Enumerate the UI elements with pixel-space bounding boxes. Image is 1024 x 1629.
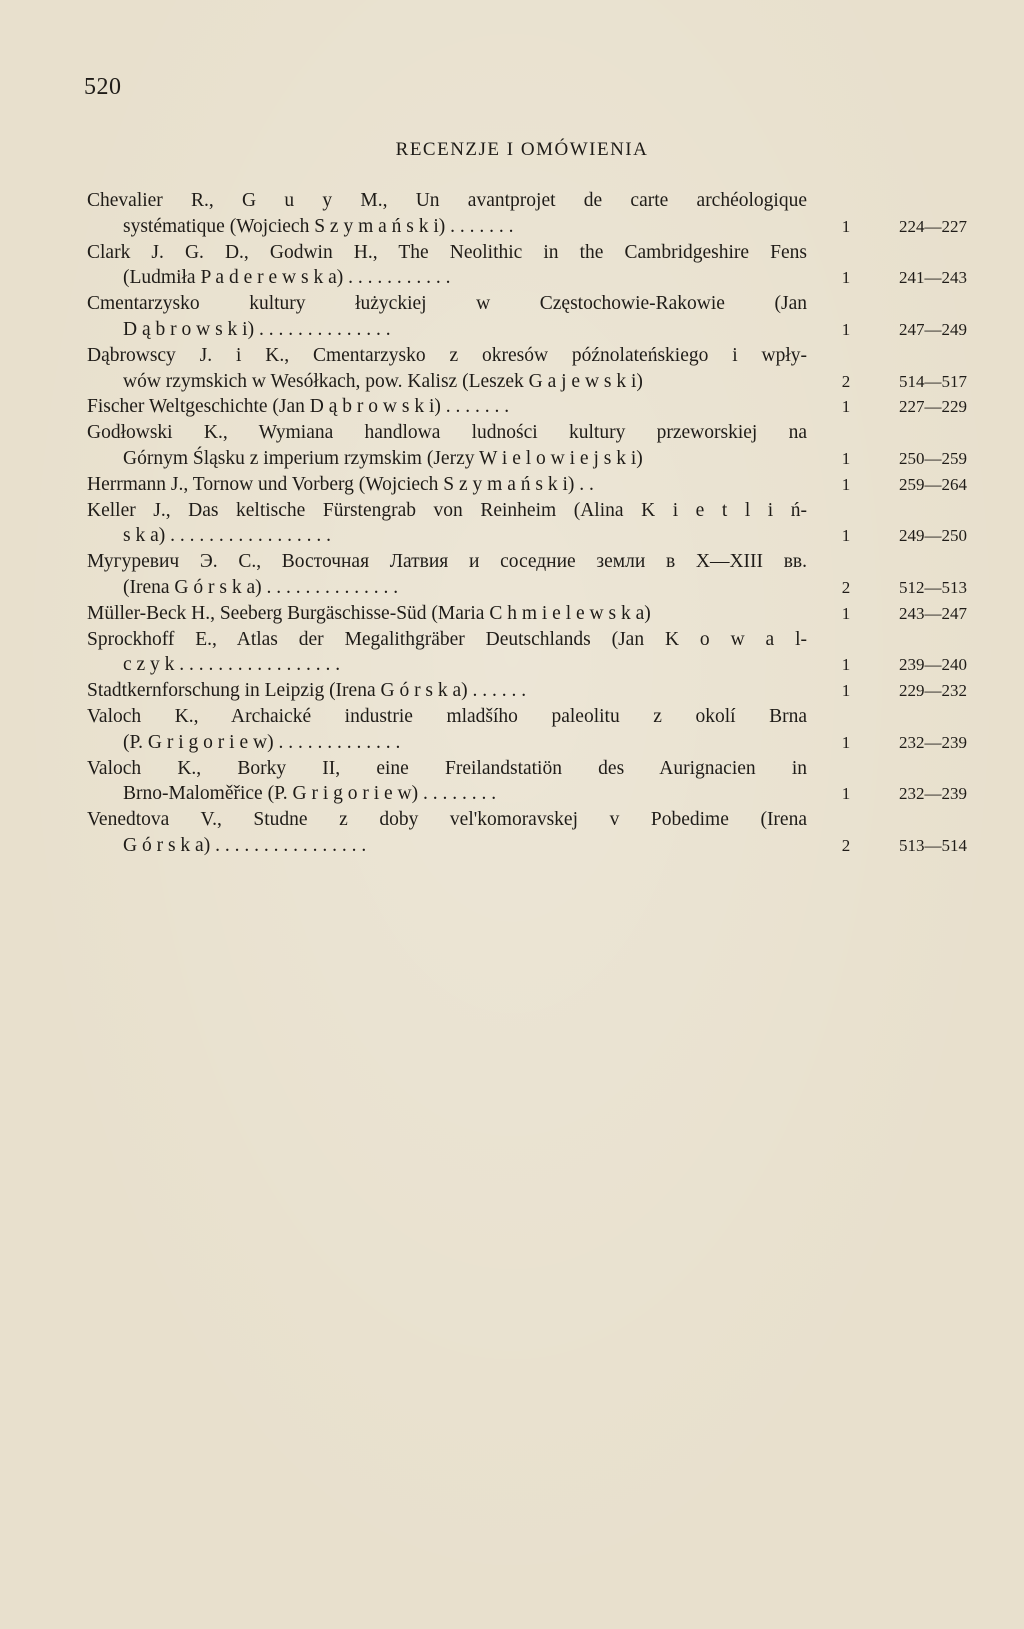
running-head: RECENZJE I OMÓWIENIA [395,139,649,160]
volume-number: 1 [841,732,851,752]
volume-number: 1 [841,319,851,339]
entry-text: Sprockhoff E., Atlas der Megalithgräber Deutschlands (Jan K o w a l- [87,628,807,650]
volume-number: 1 [841,216,851,236]
volume-number: 1 [841,681,851,701]
entry-text: c z y k . . . . . . . . . . . . . . . . . [123,654,341,676]
page-range: 250—259 [899,448,967,468]
page-range: 241—243 [899,268,967,288]
index-line [87,214,967,240]
volume-number: 1 [841,603,851,623]
page-range: 514—517 [899,371,967,391]
entry-text: Herrmann J., Tornow und Vorberg (Wojciech S z y m a ń s k i) . . [87,473,594,495]
entry-text: wów rzymskich w Wesółkach, pow. Kalisz (Leszek G a j e w s k i) [123,370,643,392]
entry-text: Valoch K., Archaické industrie mladšího paleolitu z okolí Brna [87,705,807,727]
index-line [87,472,967,498]
entry-text: Keller J., Das keltische Fürstengrab von Reinheim (Alina K i e t l i ń- [87,499,807,521]
entry-text: Dąbrowscy J. i K., Cmentarzysko z okresów późnolateńskiego i wpły- [87,344,807,366]
entry-text: (P. G r i g o r i e w) . . . . . . . . . . . . . [123,731,401,753]
entry-text: Górnym Śląsku z imperium rzymskim (Jerzy W i e l o w i e j s k i) [123,447,643,469]
index-line [87,394,967,420]
index-line [87,678,967,704]
page-range: 249—250 [899,526,967,546]
volume-number: 1 [841,784,851,804]
entry-text: Godłowski K., Wymiana handlowa ludności kultury przeworskiej na [87,422,807,444]
entry-text: (Irena G ó r s k a) . . . . . . . . . . . . . . [123,576,399,598]
index-line [87,575,967,601]
index-line [87,652,967,678]
index-line [87,240,967,266]
page-range: 513—514 [899,835,967,855]
entry-text: systématique (Wojciech S z y m a ń s k i) . . . . . . . [123,215,514,237]
entry-text: Clark J. G. D., Godwin H., The Neolithic in the Cambridgeshire Fens [87,241,807,263]
page-range: 512—513 [899,577,967,597]
volume-number: 2 [841,371,851,391]
index-line [87,549,967,575]
index-line [87,807,967,833]
entry-text: G ó r s k a) . . . . . . . . . . . . . . . . [123,834,367,856]
index-line [87,317,967,343]
page-range: 243—247 [899,603,967,623]
volume-number: 1 [841,448,851,468]
page-range: 247—249 [899,319,967,339]
index-line [87,627,967,653]
page-range: 259—264 [899,474,967,494]
index-line [87,833,967,859]
page-range: 224—227 [899,216,967,236]
index-entries [87,188,967,859]
index-line [87,446,967,472]
index-line [87,730,967,756]
volume-number: 1 [841,526,851,546]
volume-number: 2 [841,835,851,855]
index-line [87,704,967,730]
entry-text: Venedtova V., Studne z doby vel'komoravskej v Pobedime (Irena [87,809,807,831]
entry-text: Müller-Beck H., Seeberg Burgäschisse-Süd (Maria C h m i e l e w s k a) [87,602,651,624]
volume-number: 1 [841,268,851,288]
index-line [87,369,967,395]
page-range: 232—239 [899,732,967,752]
volume-number: 1 [841,397,851,417]
entry-text: Chevalier R., G u y M., Un avantprojet de carte archéologique [87,190,807,211]
index-line [87,498,967,524]
entry-text: Brno-Maloměřice (P. G r i g o r i e w) . . . . . . . . [123,783,497,805]
index-line [87,756,967,782]
volume-number: 2 [841,577,851,597]
entry-text: Мугуревич Э. С., Восточная Латвия и соседние земли в X—XIII вв. [87,551,807,573]
entry-text: s k a) . . . . . . . . . . . . . . . . . [123,525,331,547]
index-line [87,343,967,369]
index-line [87,601,967,627]
volume-number: 1 [841,474,851,494]
entry-text: Fischer Weltgeschichte (Jan D ą b r o w s k i) . . . . . . . [87,396,510,418]
index-line [87,781,967,807]
entry-text: Cmentarzysko kultury łużyckiej w Częstochowie-Rakowie (Jan [87,293,807,315]
volume-number: 1 [841,655,851,675]
entry-text: D ą b r o w s k i) . . . . . . . . . . . . . . [123,318,391,340]
page-range: 232—239 [899,784,967,804]
page-number: 520 [84,74,122,100]
index-line [87,523,967,549]
entry-text: Valoch K., Borky II, eine Freilandstatiön des Aurignacien in [87,757,807,779]
index-line [87,188,967,214]
entry-text: Stadtkernforschung in Leipzig (Irena G ó r s k a) . . . . . . [87,680,527,702]
index-line [87,420,967,446]
page-range: 229—232 [899,681,967,701]
page-range: 227—229 [899,397,967,417]
index-line [87,291,967,317]
entry-text: (Ludmiła P a d e r e w s k a) . . . . . . . . . . . [123,267,451,289]
page-range: 239—240 [899,655,967,675]
index-line [87,265,967,291]
